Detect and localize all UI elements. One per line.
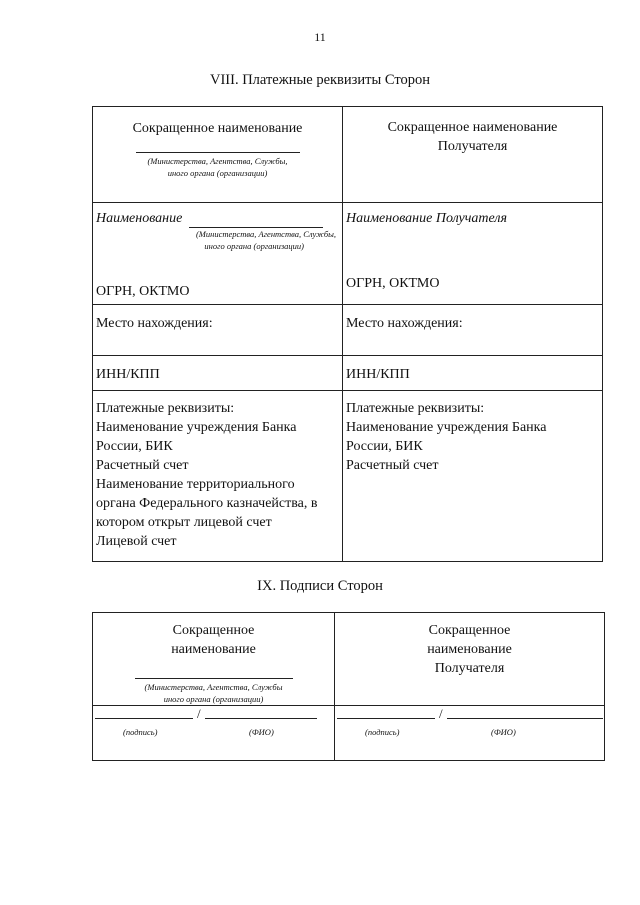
left-sign-note-1: (Министерства, Агентства, Службы bbox=[144, 682, 283, 692]
left-payment-line: органа Федерального казначейства, в bbox=[96, 496, 318, 511]
table-row bbox=[93, 706, 605, 761]
signature-slash: / bbox=[439, 706, 443, 721]
left-payment-line: Платежные реквизиты: bbox=[96, 401, 235, 416]
right-location-cell bbox=[343, 305, 603, 356]
signature-caption: (подпись) bbox=[123, 727, 158, 737]
table-row bbox=[93, 613, 605, 706]
table-row bbox=[93, 203, 603, 305]
right-sign-name-2: наименование bbox=[427, 642, 512, 657]
left-location-cell bbox=[93, 305, 343, 356]
left-name-cell bbox=[93, 203, 343, 305]
right-sign-name-1: Сокращенное bbox=[428, 623, 511, 638]
left-sign-name-cell bbox=[93, 613, 335, 706]
fio-caption: (ФИО) bbox=[491, 727, 516, 737]
left-payment-line: Наименование территориального bbox=[96, 477, 295, 492]
signature-line bbox=[337, 718, 435, 719]
payment-details-table bbox=[92, 106, 603, 562]
fio-caption: (ФИО) bbox=[249, 727, 274, 737]
right-sign-name-cell bbox=[335, 613, 605, 706]
section-title-payment-details: VIII. Платежные реквизиты Сторон bbox=[210, 72, 430, 88]
right-short-name-label-1: Сокращенное наименование bbox=[387, 120, 558, 135]
right-payment-line: Расчетный счет bbox=[346, 458, 439, 473]
left-short-name-note-2: иного органа (организации) bbox=[167, 168, 268, 178]
left-inn-label: ИНН/КПП bbox=[96, 367, 160, 382]
right-payment-cell bbox=[343, 391, 603, 562]
right-payment-line: Платежные реквизиты: bbox=[346, 401, 485, 416]
right-inn-cell bbox=[343, 356, 603, 391]
fio-line bbox=[447, 718, 603, 719]
left-signature-cell bbox=[93, 706, 335, 761]
right-name-cell bbox=[343, 203, 603, 305]
right-short-name-cell bbox=[343, 107, 603, 203]
signature-line bbox=[95, 718, 193, 719]
right-payment-line: Наименование учреждения Банка bbox=[346, 420, 547, 435]
left-name-note-1: (Министерства, Агентства, Службы, bbox=[195, 229, 336, 239]
name-blank bbox=[189, 215, 323, 228]
signatures-table bbox=[92, 612, 605, 761]
right-inn-label: ИНН/КПП bbox=[346, 367, 410, 382]
left-short-name-cell bbox=[93, 107, 343, 203]
left-payment-cell bbox=[93, 391, 343, 562]
right-ogrn-label: ОГРН, ОКТМО bbox=[346, 276, 440, 291]
left-sign-note-2: иного органа (организации) bbox=[163, 694, 264, 704]
left-payment-line: Расчетный счет bbox=[96, 458, 189, 473]
left-payment-line: котором открыт лицевой счет bbox=[96, 515, 272, 530]
left-inn-cell bbox=[93, 356, 343, 391]
right-location-label: Место нахождения: bbox=[346, 316, 463, 331]
right-payment-line: России, БИК bbox=[346, 439, 423, 454]
left-payment-line: России, БИК bbox=[96, 439, 173, 454]
fio-line bbox=[205, 718, 317, 719]
page-number: 11 bbox=[314, 30, 326, 44]
left-ogrn-label: ОГРН, ОКТМО bbox=[96, 284, 190, 299]
left-payment-line: Наименование учреждения Банка bbox=[96, 420, 297, 435]
left-location-label: Место нахождения: bbox=[96, 316, 213, 331]
sign-name-blank bbox=[135, 678, 293, 679]
right-signature-cell bbox=[335, 706, 605, 761]
signature-slash: / bbox=[197, 706, 201, 721]
signature-caption: (подпись) bbox=[365, 727, 400, 737]
left-name-note-2: иного органа (организации) bbox=[204, 241, 304, 251]
table-row bbox=[93, 107, 603, 203]
short-name-blank bbox=[136, 152, 300, 153]
section-title-signatures: IX. Подписи Сторон bbox=[257, 578, 383, 594]
left-short-name-label: Сокращенное наименование bbox=[132, 121, 303, 136]
left-payment-line: Лицевой счет bbox=[96, 534, 177, 549]
left-sign-name-2: наименование bbox=[171, 642, 256, 657]
right-name-label: Наименование Получателя bbox=[346, 211, 508, 226]
right-short-name-label-2: Получателя bbox=[437, 139, 508, 154]
table-row bbox=[93, 356, 603, 391]
right-sign-name-3: Получателя bbox=[434, 661, 505, 676]
left-sign-name-1: Сокращенное bbox=[172, 623, 255, 638]
left-name-label: Наименование bbox=[96, 211, 183, 226]
table-row bbox=[93, 305, 603, 356]
left-short-name-note-1: (Министерства, Агентства, Службы, bbox=[147, 156, 288, 166]
table-row bbox=[93, 391, 603, 562]
